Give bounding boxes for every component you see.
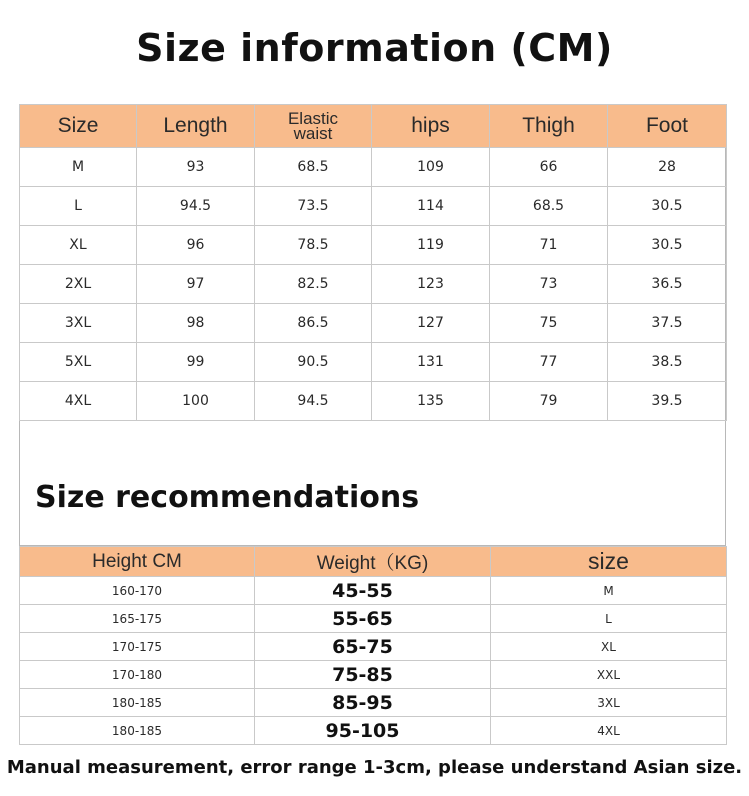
size-table-header-row [20,105,727,148]
cell-height: 165-175 [20,605,255,633]
cell-thigh: 77 [490,343,608,382]
header-size: Size [20,105,137,148]
table-row [20,689,727,717]
cell-length: 98 [137,304,255,343]
cell-weight: 55-65 [255,605,491,633]
cell-thigh: 71 [490,226,608,265]
table-row [20,577,727,605]
table-row [20,343,727,382]
header-thigh: Thigh [490,105,608,148]
cell-waist: 73.5 [255,187,372,226]
table-row [20,605,727,633]
table-row [20,304,727,343]
cell-size: L [20,187,137,226]
cell-length: 97 [137,265,255,304]
measurement-note: Manual measurement, error range 1-3cm, please understand Asian size. [6,757,743,778]
table-row [20,148,727,187]
cell-foot: 36.5 [608,265,727,304]
cell-length: 100 [137,382,255,421]
cell-rec-size: XXL [491,661,727,689]
cell-hips: 119 [372,226,490,265]
cell-hips: 127 [372,304,490,343]
cell-foot: 39.5 [608,382,727,421]
cell-foot: 28 [608,148,727,187]
cell-foot: 37.5 [608,304,727,343]
header-elastic-waist [255,105,372,148]
cell-weight: 85-95 [255,689,491,717]
cell-thigh: 66 [490,148,608,187]
cell-thigh: 68.5 [490,187,608,226]
recommendations-title: Size recommendations [35,480,420,515]
cell-waist: 68.5 [255,148,372,187]
cell-rec-size: XL [491,633,727,661]
cell-size: 3XL [20,304,137,343]
table-row [20,382,727,421]
cell-length: 99 [137,343,255,382]
cell-size: XL [20,226,137,265]
cell-size: 2XL [20,265,137,304]
header-length: Length [137,105,255,148]
header-weight: Weight（KG) [255,547,491,577]
cell-hips: 131 [372,343,490,382]
recommendations-header-row [20,547,727,577]
cell-length: 96 [137,226,255,265]
cell-weight: 65-75 [255,633,491,661]
size-information-table [19,104,727,421]
cell-weight: 95-105 [255,717,491,745]
cell-height: 180-185 [20,717,255,745]
cell-thigh: 79 [490,382,608,421]
cell-hips: 123 [372,265,490,304]
table-row [20,633,727,661]
cell-thigh: 75 [490,304,608,343]
table-row [20,661,727,689]
page-title: Size information (CM) [136,26,613,70]
header-elastic-line2: waist [293,124,333,143]
cell-weight: 75-85 [255,661,491,689]
header-height: Height CM [20,547,255,577]
cell-hips: 135 [372,382,490,421]
cell-thigh: 73 [490,265,608,304]
cell-length: 93 [137,148,255,187]
cell-foot: 30.5 [608,226,727,265]
cell-waist: 78.5 [255,226,372,265]
header-rec-size: size [491,547,727,577]
cell-waist: 86.5 [255,304,372,343]
cell-hips: 114 [372,187,490,226]
cell-rec-size: 4XL [491,717,727,745]
cell-size: 5XL [20,343,137,382]
cell-height: 170-180 [20,661,255,689]
cell-weight: 45-55 [255,577,491,605]
header-foot: Foot [608,105,727,148]
cell-hips: 109 [372,148,490,187]
table-row [20,226,727,265]
cell-height: 160-170 [20,577,255,605]
cell-size: M [20,148,137,187]
cell-length: 94.5 [137,187,255,226]
cell-foot: 38.5 [608,343,727,382]
cell-height: 180-185 [20,689,255,717]
cell-height: 170-175 [20,633,255,661]
table-row [20,187,727,226]
cell-rec-size: L [491,605,727,633]
size-recommendations-table [19,546,727,745]
cell-waist: 94.5 [255,382,372,421]
cell-waist: 90.5 [255,343,372,382]
cell-foot: 30.5 [608,187,727,226]
cell-size: 4XL [20,382,137,421]
header-hips: hips [372,105,490,148]
cell-rec-size: M [491,577,727,605]
table-row [20,717,727,745]
table-row [20,265,727,304]
header-elastic-line1: Elastic [287,109,339,128]
cell-rec-size: 3XL [491,689,727,717]
cell-waist: 82.5 [255,265,372,304]
